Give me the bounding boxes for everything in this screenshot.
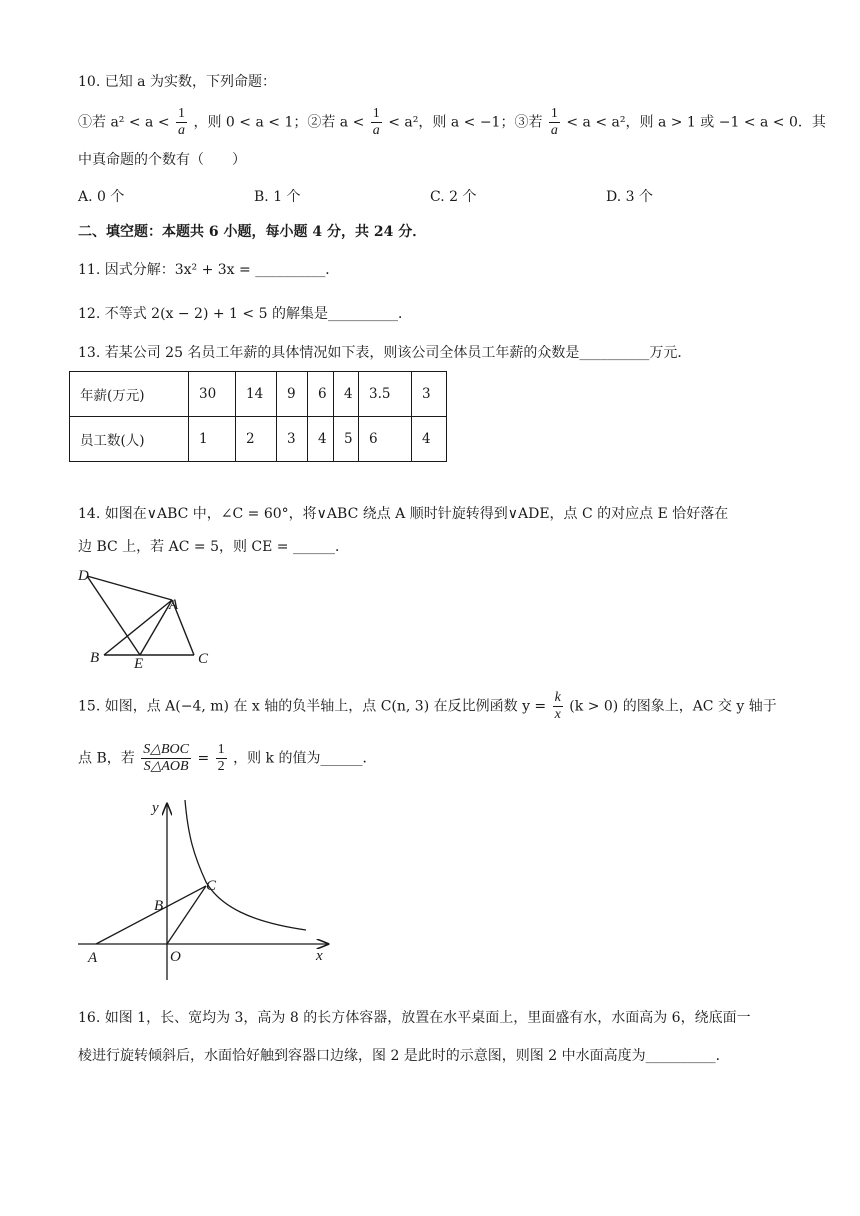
- label-y: y: [152, 800, 159, 816]
- table-cell: 2: [236, 417, 277, 462]
- label-A: A: [88, 950, 98, 966]
- label-B: B: [154, 898, 164, 914]
- q15-line1b: (k > 0) 的图象上，AC 交 y 轴于: [569, 698, 777, 715]
- table-cell: 3: [277, 417, 308, 462]
- table-row: [70, 417, 447, 462]
- q10-option-b: B. 1 个: [254, 189, 301, 205]
- q10-props-b: ，则 0 < a < 1；②若 a <: [193, 114, 365, 131]
- label-A: A: [169, 597, 179, 613]
- coordinate-figure: [70, 796, 350, 986]
- table-cell: 30: [189, 372, 236, 417]
- q10-fraction-1: $\frac{1}{a}$: [178, 106, 186, 138]
- q15-line1a: 15. 如图，点 A(−4, m) 在 x 轴的负半轴上，点 C(n, 3) 在反比例函数 y =: [78, 698, 547, 715]
- table-header-cell: 年薪(万元): [70, 372, 189, 417]
- table-cell: 6: [359, 417, 412, 462]
- q11: 11. 因式分解：3x² + 3x = __________．: [78, 262, 340, 278]
- table-header-cell: 员工数(人): [70, 417, 189, 462]
- label-O: O: [170, 949, 181, 965]
- q10-fraction-2: $\frac{1}{a}$: [372, 106, 380, 138]
- q10-fraction-3: $\frac{1}{a}$: [550, 106, 558, 138]
- q10-question: 中真命题的个数有（ ）: [78, 152, 246, 168]
- label-E: E: [134, 656, 144, 672]
- table-row: [70, 372, 447, 417]
- q15-line2: [78, 742, 376, 775]
- q15-line2a: 点 B，若: [78, 750, 135, 767]
- triangle-figure: [72, 562, 232, 672]
- q10-option-d: D. 3 个: [606, 189, 653, 205]
- q13-text: 13. 若某公司 25 名员工年薪的具体情况如下表，则该公司全体员工年薪的众数是__________万元．: [78, 345, 692, 361]
- q10-option-c: C. 2 个: [430, 189, 477, 205]
- table-cell: 6: [308, 372, 334, 417]
- section-title: 二、填空题：本题共 6 小题，每小题 4 分，共 24 分．: [78, 224, 427, 240]
- q15-area-ratio: $\frac{\text{S△BOC}}{\text{S△AOB}}$: [143, 742, 189, 774]
- table-cell: 4: [308, 417, 334, 462]
- label-B: B: [90, 650, 100, 666]
- q15-equals: =: [197, 750, 210, 767]
- label-D: D: [78, 568, 89, 584]
- label-C: C: [206, 878, 217, 894]
- table-cell: 5: [334, 417, 359, 462]
- q10-stem: 10. 已知 a 为实数，下列命题：: [78, 74, 276, 90]
- table-cell: 3.5: [359, 372, 412, 417]
- q10-props-c: < a²，则 a < −1；③若: [388, 114, 543, 131]
- q14-line2: 边 BC 上，若 AC = 5，则 CE = ______．: [78, 539, 349, 555]
- q10-props-d: < a < a²，则 a > 1 或 −1 < a < 0．其: [566, 114, 826, 131]
- q15-line1: [78, 690, 777, 723]
- label-x: x: [316, 948, 323, 964]
- q10-props-a: ①若 a² < a <: [78, 114, 170, 131]
- table-cell: 9: [277, 372, 308, 417]
- q10-option-a: A. 0 个: [78, 189, 125, 205]
- table-cell: 14: [236, 372, 277, 417]
- q14-line1: 14. 如图在∨ABC 中，∠C = 60°，将∨ABC 绕点 A 顺时针旋转得到∨ADE，点 C 的对应点 E 恰好落在: [78, 506, 729, 522]
- q15-half: $\frac{1}{2}$: [217, 742, 225, 774]
- q16-line1: 16. 如图 1，长、宽均为 3，高为 8 的长方体容器，放置在水平桌面上，里面盛有水，水面高为 6，绕底面一: [78, 1010, 751, 1026]
- table-cell: 3: [412, 372, 447, 417]
- label-C: C: [198, 651, 209, 667]
- q15-function-fraction: $\frac{k}{x}$: [554, 690, 561, 722]
- q15-line2c: ，则 k 的值为______．: [233, 750, 377, 767]
- q12: 12. 不等式 2(x − 2) + 1 < 5 的解集是__________．: [78, 306, 412, 322]
- salary-table: [69, 371, 447, 462]
- q10-propositions: [78, 106, 826, 139]
- table-cell: 1: [189, 417, 236, 462]
- table-cell: 4: [334, 372, 359, 417]
- q16-line2: 棱进行旋转倾斜后，水面恰好触到容器口边缘，图 2 是此时的示意图，则图 2 中水面高度为__________．: [78, 1048, 730, 1064]
- table-cell: 4: [412, 417, 447, 462]
